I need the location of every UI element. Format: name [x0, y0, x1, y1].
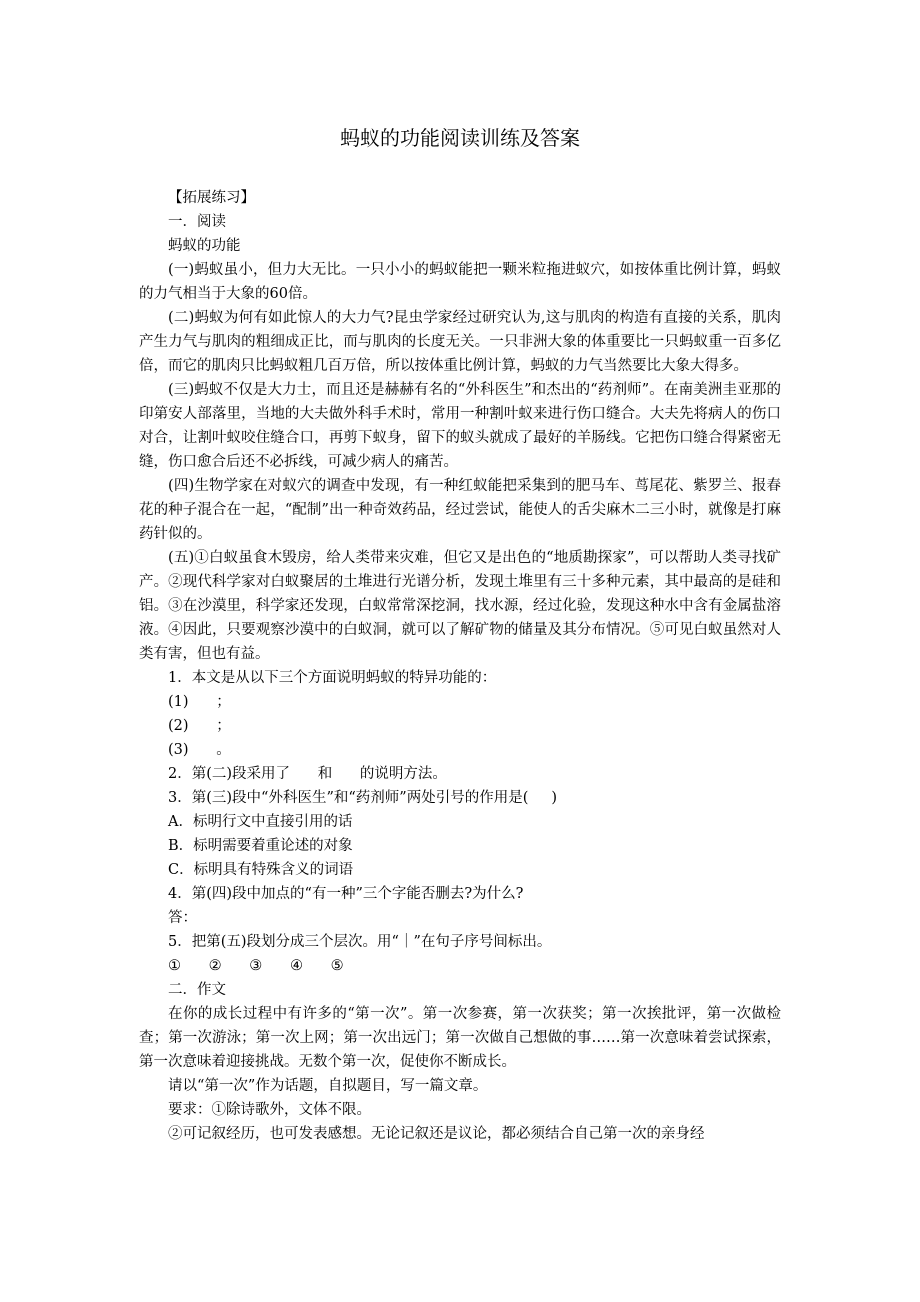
- question-1: 1．本文是从以下三个方面说明蚂蚁的特异功能的：: [168, 670, 497, 686]
- article-paragraph-2: (二)蚂蚁为何有如此惊人的大力气?昆虫学家经过研究认为,这与肌肉的构造有直接的关系，肌肉产生力气与肌肉的粗细成正比，而与肌肉的长度无关。一只非洲大象的体重要比一只蚂蚁重一百多亿倍，而它的肌肉只比蚂蚁粗几百万倍，所以按体重比例计算，蚂蚁的力气当然要比大象大得多。: [139, 310, 781, 374]
- composition-requirement-1: 要求：①除诗歌外，文体不限。: [168, 1102, 371, 1118]
- composition-requirement-2: ②可记叙经历，也可发表感想。无论记叙还是议论，都必须结合自己第一次的亲身经: [168, 1126, 705, 1142]
- document-body: [139, 186, 781, 1146]
- article-paragraph-1: (一)蚂蚁虽小，但力大无比。一只小小的蚂蚁能把一颗米粒拖进蚁穴，如按体重比例计算，蚂蚁的力气相当于大象的60倍。: [139, 262, 781, 302]
- question-3: 3．第(三)段中“外科医生”和“药剂师”两处引号的作用是( ): [168, 790, 558, 806]
- question-3-option-b: B．标明需要着重论述的对象: [168, 838, 353, 854]
- composition-instruction: 请以“第一次”作为话题，自拟题目，写一篇文章。: [168, 1078, 488, 1094]
- question-1-blank-3: (3) 。: [168, 742, 231, 758]
- article-paragraph-5: (五)①白蚁虽食木毁房，给人类带来灾难，但它又是出色的“地质勘探家”，可以帮助人类寻找矿产。②现代科学家对白蚁聚居的土堆进行光谱分析，发现土堆里有三十多种元素，其中最高的是硅和铝。③在沙漠里，科学家还发现，白蚁常常深挖洞，找水源，经过化验，发现这种水中含有金属盐溶液。④因此，只要观察沙漠中的白蚁洞，就可以了解矿物的储量及其分布情况。⑤可见白蚁虽然对人类有害，但也有益。: [139, 550, 781, 662]
- question-4-answer-label: 答：: [168, 910, 197, 926]
- section-heading-composition: 二．作文: [168, 982, 226, 998]
- composition-prompt: 在你的成长过程中有许多的“第一次”。第一次参赛，第一次获奖；第一次挨批评，第一次做检查；第一次游泳；第一次上网；第一次出远门；第一次做自己想做的事……第一次意味着尝试探索，第一次意味着迎接挑战。无数个第一次，促使你不断成长。: [139, 1006, 781, 1070]
- article-title: 蚂蚁的功能: [168, 238, 241, 254]
- question-2: 2．第(二)段采用了 和 的说明方法。: [168, 766, 447, 782]
- section-heading-extension-practice: 【拓展练习】: [168, 190, 255, 206]
- question-1-blank-1: (1) ；: [168, 694, 231, 710]
- question-3-option-a: A．标明行文中直接引用的话: [168, 814, 353, 830]
- article-paragraph-3: (三)蚂蚁不仅是大力士，而且还是赫赫有名的“外科医生”和杰出的“药剂师”。在南美洲圭亚那的印第安人部落里，当地的大夫做外科手术时，常用一种割叶蚁来进行伤口缝合。大夫先将病人的伤口对合，让割叶蚁咬住缝合口，再剪下蚁身，留下的蚁头就成了最好的羊肠线。它把伤口缝合得紧密无缝，伤口愈合后还不必拆线，可减少病人的痛苦。: [139, 382, 781, 470]
- article-paragraph-4: (四)生物学家在对蚁穴的调查中发现，有一种红蚁能把采集到的肥马车、茑尾花、紫罗兰、报春花的种子混合在一起，“配制”出一种奇效药品，经过尝试，能使人的舌尖麻木二三小时，就像是打麻药针似的。: [139, 478, 781, 542]
- document-title: 蚂蚁的功能阅读训练及答案: [340, 126, 580, 150]
- question-1-blank-2: (2) ；: [168, 718, 231, 734]
- question-4: 4．第(四)段中加点的“有一种”三个字能否删去?为什么?: [168, 886, 524, 902]
- question-3-option-c: C．标明具有特殊含义的词语: [168, 862, 354, 878]
- section-heading-reading: 一．阅读: [168, 214, 226, 230]
- question-5-markers: ① ② ③ ④ ⑤: [168, 958, 344, 974]
- question-5: 5．把第(五)段划分成三个层次。用“｜”在句子序号间标出。: [168, 934, 552, 950]
